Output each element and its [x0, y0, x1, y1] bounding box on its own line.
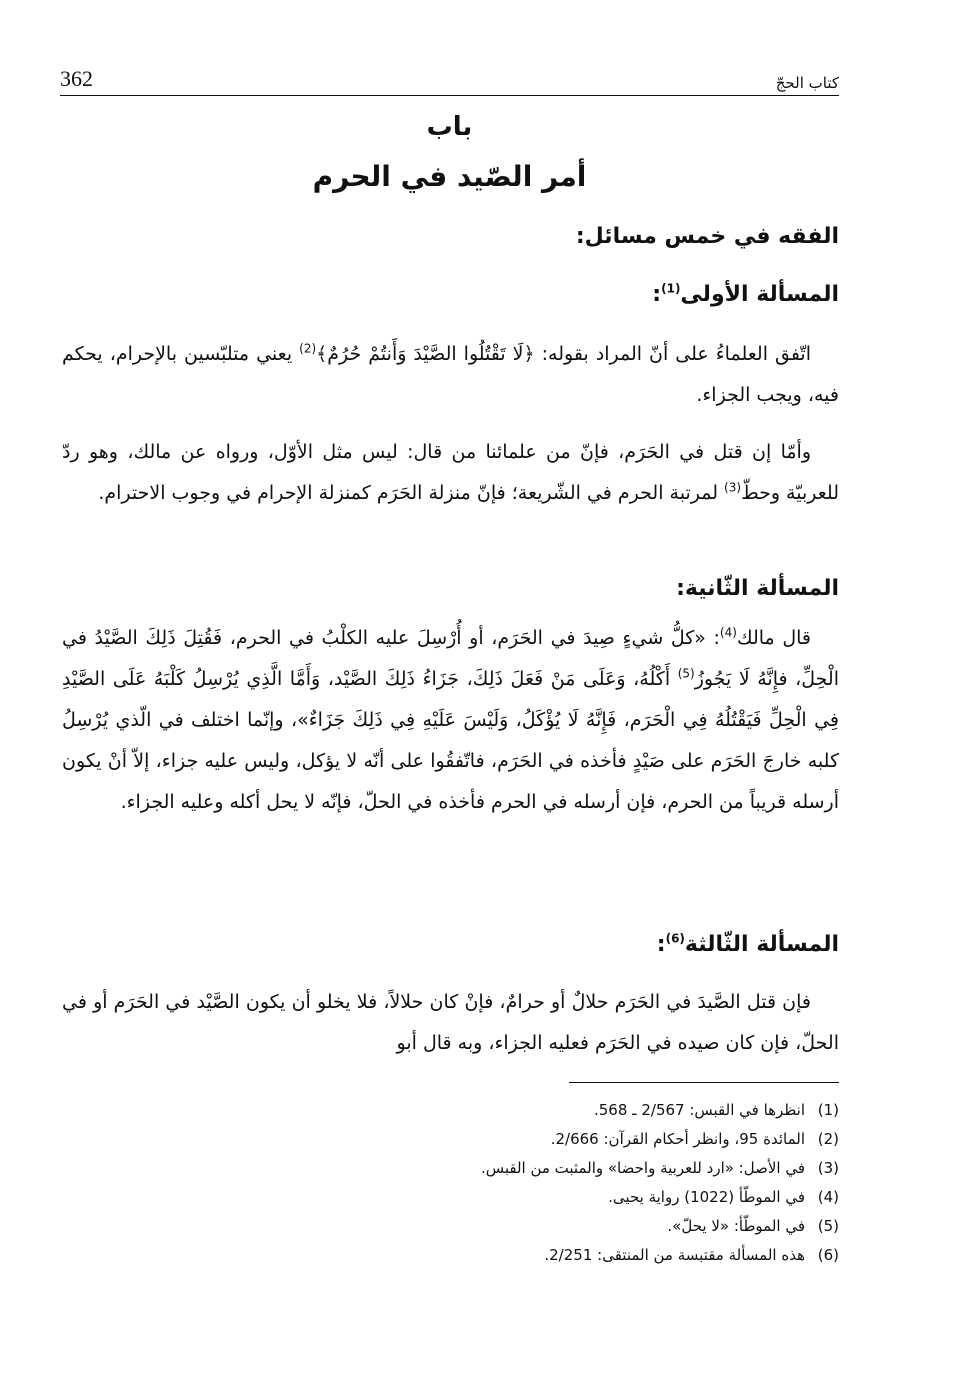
footnote-item [300, 1154, 839, 1183]
footnote-ref-5: (5) [677, 666, 695, 681]
chapter-label: باب [426, 112, 473, 142]
page-number: 362 [60, 66, 93, 91]
chapter-title: أمر الصّيد في الحرم [312, 160, 587, 193]
footnote-text: المائدة 95، وانظر أحكام القرآن: 2/666. [550, 1130, 805, 1148]
paragraph-1 [62, 334, 839, 416]
footnote-ref-3: (3) [724, 480, 742, 495]
footnote-item [300, 1183, 839, 1212]
footnote-number: (1) [817, 1101, 839, 1119]
footnote-text: في الموطّأ (1022) رواية يحيى. [608, 1188, 805, 1206]
paragraph-4: فإن قتل الصَّيدَ في الحَرَم حلالٌ أو حرامٌ، فإنْ كان حلالاً، فلا يخلو أن يكون الصَّيْد في الحَرَم أو في الحلّ، فإن كان صيده في الحَرَم فعليه الجزاء، وبه قال أبو [62, 991, 839, 1054]
page-header [60, 58, 839, 92]
footnote-number: (4) [817, 1188, 839, 1206]
question-2-heading: المسألة الثّانية: [676, 576, 839, 601]
footnotes [300, 1096, 839, 1270]
footnote-number: (2) [817, 1130, 839, 1148]
paragraph-3-text-b: : «كلُّ شيءٍ صِيدَ في الحَرَم، أو أُرْسِلَ عليه الكلْبُ في الحرم، فَقُتِلَ ذَلِكَ الصَّيْدُ في الْحِلِّ، فإِنَّهُ لَا يَجُوزُ [62, 627, 839, 690]
question-3-heading-text: المسألة الثّالثة [684, 932, 839, 957]
paragraph-2-text-a: وأمّا إن قتل في الحَرَم، فإنّ من علمائنا من قال: ليس مثل الأوّل، ورواه عن مالك، وهو ردّ للعربيّة وحطّ [62, 441, 839, 504]
paragraph-3-text-c: أَكْلُهُ، وَعَلَى مَنْ فَعَلَ ذَلِكَ، جَزَاءُ ذَلِكَ الصَّيْد، وَأَمَّا الَّذِي يُرْسِلُ كَلْبَهُ عَلَى الصَّيْدِ فِي الْحِلِّ فَيَقْتُلُهُ فِي الْحَرَم، فَإِنَّهُ لَا يُؤْكَلُ، وَلَيْسَ عَلَيْهِ فِي ذَلِكَ جَزَاءٌ»، وإنّما اختلف في الّذي يُرْسِلُ كلبه خارجَ الحَرَم على صَيْدٍ فأخذه في الحَرَم، فاتّفقُوا على أنّه لا يؤكل، وليس عليه جزاء، إلاّ أنْ يكون أرسله قريباً من الحرم، فإن أرسله في الحرم فأخذه في الحلّ، فإنّه لا يحل أكله وعليه الجزاء. [62, 668, 839, 813]
footnote-ref-1: (1) [661, 281, 681, 296]
paragraph-1-text-b: يعني متلبّسين بالإحرام، يحكم فيه، ويجب الجزاء. [62, 343, 839, 406]
header-rule [60, 95, 839, 96]
running-head: كتاب الحجّ [775, 74, 839, 92]
footnote-rule [569, 1082, 839, 1083]
footnote-text: هذه المسألة مقتبسة من المنتقى: 2/251. [544, 1246, 805, 1264]
question-3-heading [657, 930, 839, 960]
question-3-heading-colon: : [656, 932, 666, 957]
footnote-number: (3) [817, 1159, 839, 1177]
footnote-item [300, 1212, 839, 1241]
question-1-heading [652, 280, 839, 310]
question-1-heading-text: المسألة الأولى [680, 282, 839, 307]
paragraph-2-text-b: لمرتبة الحرم في الشّريعة؛ فإنّ منزلة الحَرَم كمنزلة الإحرام في وجوب الاحترام. [98, 482, 725, 504]
footnote-ref-6: (6) [665, 931, 685, 946]
paragraph-3 [62, 618, 839, 823]
footnote-item [300, 1241, 839, 1270]
footnote-item [300, 1125, 839, 1154]
paragraph-2 [62, 432, 839, 514]
footnote-number: (6) [817, 1246, 839, 1264]
intro-heading: الفقه في خمس مسائل: [575, 224, 839, 249]
footnote-item [300, 1096, 839, 1125]
question-1-heading-colon: : [652, 282, 662, 307]
footnote-ref-2: (2) [299, 341, 317, 356]
paragraph-3-text-a: قال مالك [736, 627, 811, 649]
footnote-number: (5) [817, 1217, 839, 1235]
footnote-ref-4: (4) [719, 625, 737, 640]
footnote-text: في الموطّأ: «لا يحلّ». [667, 1217, 805, 1235]
paragraph-1-text-a: اتّفق العلماءُ على أنّ المراد بقوله: ﴿لَا تَقْتُلُوا الصَّيْدَ وَأَنتُمْ حُرُمٌ﴾ [316, 343, 811, 365]
footnote-text: انظرها في القبس: 2/567 ـ 568. [593, 1101, 805, 1119]
footnote-text: في الأصل: «ارد للعربية واحضا» والمثبت من القبس. [480, 1159, 805, 1177]
